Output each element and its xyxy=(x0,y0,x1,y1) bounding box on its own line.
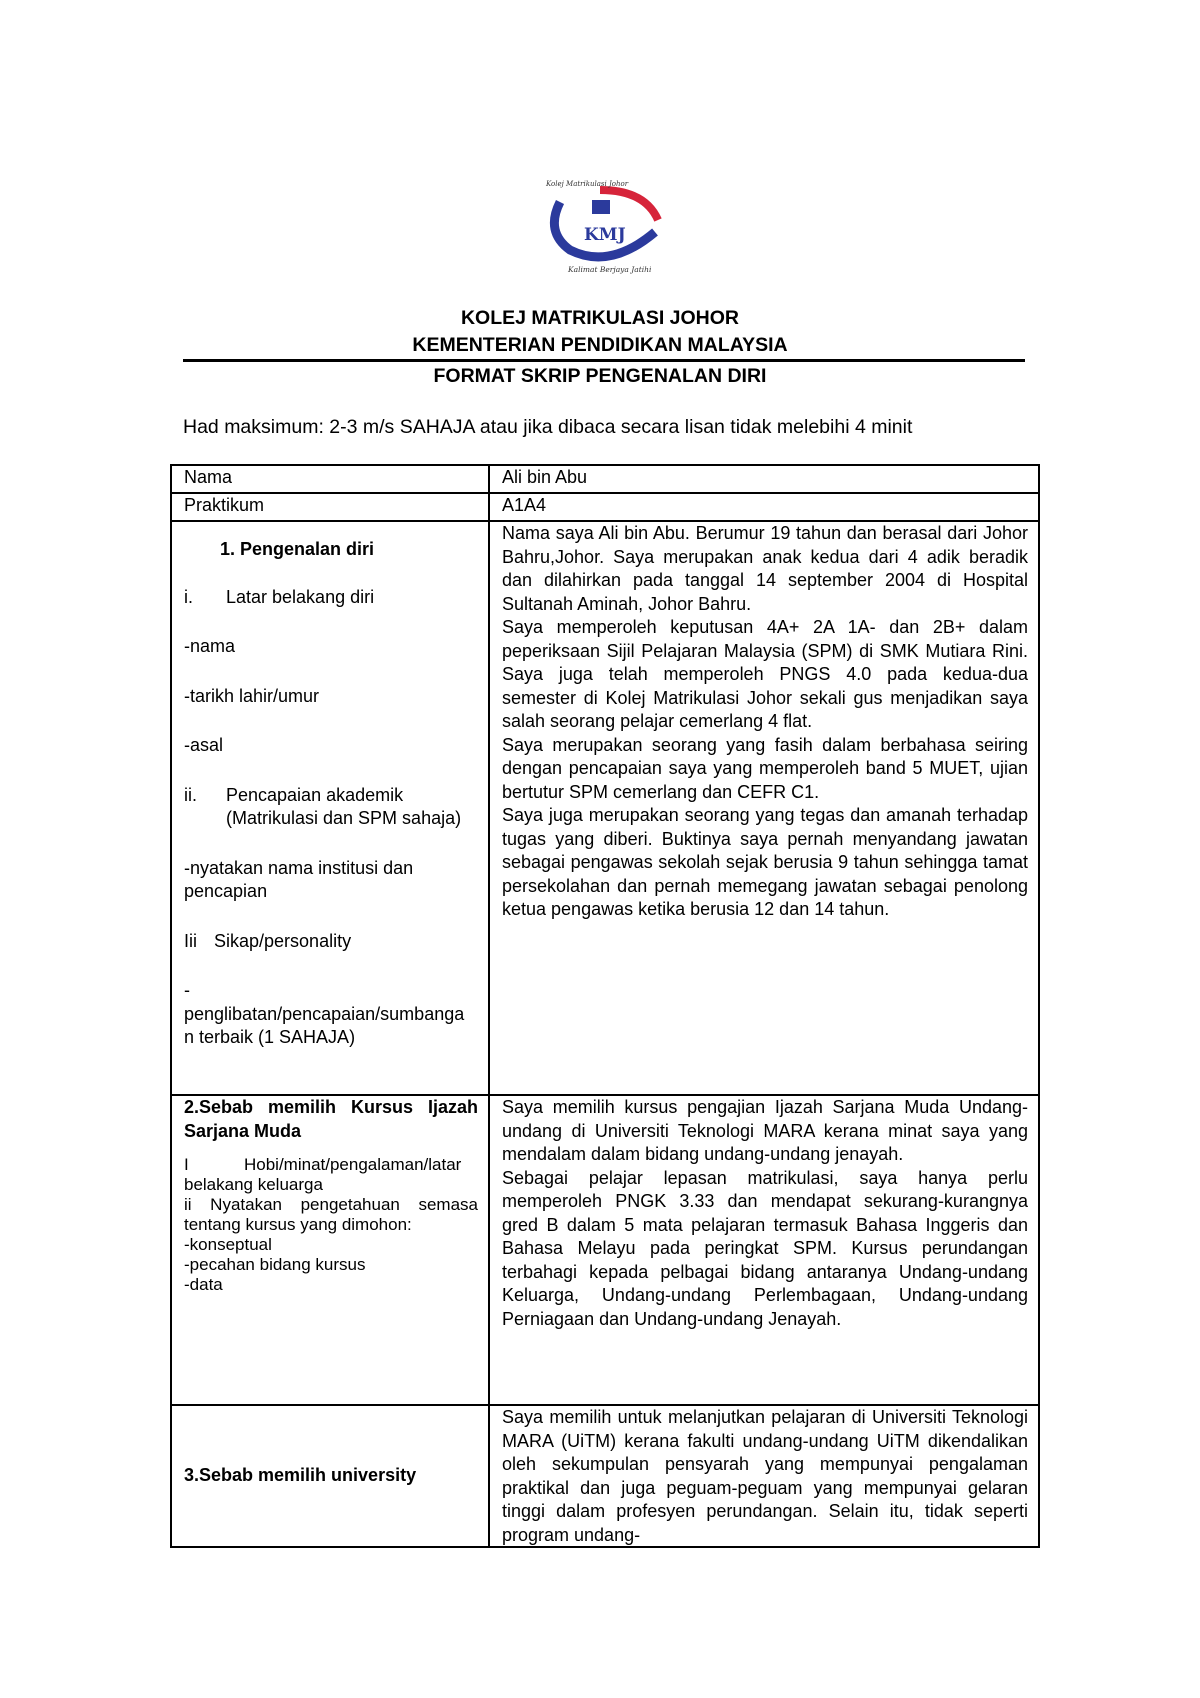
kmj-logo-icon xyxy=(540,172,666,276)
section1-answer-p4: Saya juga merupakan seorang yang tegas dan amanah terhadap tugas yang diberi. Buktinya saya pernah menyandang jawatan sebagai pengawas sekolah sejak berusia 9 tahun sehingga tamat persekolahan dan pernah memegang jawatan sebagai penolong ketua pengawas ketika berusia 12 dan 14 tahun. xyxy=(502,805,1028,919)
table-row-praktikum xyxy=(171,493,1039,521)
section1-item-i: i. Latar belakang diri xyxy=(184,586,375,607)
section1-answer xyxy=(489,521,1039,1095)
section2-answer-p1: Saya memilih kursus pengajian Ijazah Sarjana Muda Undang-undang di Universiti Teknologi MARA kerana minat saya yang mendalam dalam bidang undang-undang jenayah. xyxy=(502,1097,1028,1164)
logo-motto: Kalimat Berjaya Jatihi xyxy=(568,265,652,274)
intro-form-table xyxy=(170,464,1040,1548)
section1-item-asal: -asal xyxy=(184,735,224,755)
section3-title: 3.Sebab memilih university xyxy=(184,1465,417,1486)
name-value: Ali bin Abu xyxy=(489,465,1039,493)
section1-item-penglibatan: penglibatan/pencapaian/sumbanga n terbaik (1 SAHAJA) xyxy=(184,1003,465,1047)
section3-answer xyxy=(489,1405,1039,1547)
college-title: KOLEJ MATRIKULASI JOHOR xyxy=(460,307,740,329)
section3-answer-text: Saya memilih untuk melanjutkan pelajaran di Universiti Teknologi MARA (UiTM) kerana fakulti undang-undang UiTM dikendalikan oleh sekumpulan pensyarah yang mempunyai pengalaman praktikal dan juga peguam-peguam yang mempunyai gelaran tinggi dalam profesyen perundangan. Selain itu, tidak seperti program undang- xyxy=(502,1407,1028,1545)
section1-item-iii: Iii Sikap/personality xyxy=(184,930,352,951)
table-row-section3 xyxy=(171,1405,1039,1547)
section1-answer-p2: Saya memperoleh keputusan 4A+ 2A 1A- dan 2B+ dalam peperiksaan Sijil Pelajaran Malaysia (SPM) di SMK Mutiara Rini. Saya juga telah memperoleh PNGS 4.0 pada kedua-dua semester di Kolej Matrikulasi Johor sekali gus menjadikan saya salah seorang pelajar cemerlang 4 flat. xyxy=(502,617,1028,731)
section3-guide xyxy=(171,1405,489,1547)
form-title: FORMAT SKRIP PENGENALAN DIRI xyxy=(433,365,767,387)
table-row-section1 xyxy=(171,521,1039,1095)
section1-item-dash: - xyxy=(184,980,190,1000)
section1-title: 1. Pengenalan diri xyxy=(220,539,375,559)
logo-book-icon xyxy=(592,200,610,214)
section2-guide-text xyxy=(184,1155,478,1295)
praktikum-label: Praktikum xyxy=(171,493,489,521)
section2-title: 2.Sebab memilih Kursus Ijazah Sarjana Muda xyxy=(184,1097,478,1141)
logo-top-text: Kolej Matrikulasi Johor xyxy=(546,180,629,188)
section2-pecahan: -pecahan bidang kursus xyxy=(184,1255,366,1274)
section1-item-tarikh: -tarikh lahir/umur xyxy=(184,685,320,706)
section1-item-institusi: -nyatakan nama institusi dan pencapian xyxy=(184,857,414,901)
section1-guide xyxy=(171,521,489,1095)
section1-answer-p3: Saya merupakan seorang yang fasih dalam berbahasa seiring dengan pencapaian saya yang memperoleh band 5 MUET, ujian bertutur SPM cemerlang dan CEFR C1. xyxy=(502,734,1028,802)
section1-item-ii: ii. Pencapaian akademik xyxy=(184,784,404,805)
logo-mark: KMJ xyxy=(584,225,626,245)
table-row-name xyxy=(171,465,1039,493)
section2-answer-p2: Sebagai pelajar lepasan matrikulasi, saya hanya perlu memperoleh PNGK 3.33 dan mendapat sekurang-kurangnya gred B dalam 5 mata pelajaran termasuk Bahasa Inggeris dan Bahasa Melayu pada peringkat SPM. Kursus perundangan terbahagi kepada pelbagai bidang antaranya Undang-undang Keluarga, Undang-undang Perlembagaan, Undang-undang Perniagaan dan Undang-undang Jenayah. xyxy=(502,1167,1028,1329)
section2-answer xyxy=(489,1095,1039,1405)
section2-konseptual: -konseptual xyxy=(184,1235,272,1254)
table-row-section2 xyxy=(171,1095,1039,1405)
section2-line1: I Hobi/minat/pengalaman/latar belakang keluarga xyxy=(184,1155,462,1194)
limit-note: Had maksimum: 2-3 m/s SAHAJA atau jika dibaca secara lisan tidak melebihi 4 minit xyxy=(183,416,913,438)
section1-item-ii-sub: (Matrikulasi dan SPM sahaja) xyxy=(226,808,462,828)
section2-data: -data xyxy=(184,1275,223,1294)
ministry-title: KEMENTERIAN PENDIDIKAN MALAYSIA xyxy=(412,334,788,356)
section2-line2: ii Nyatakan pengetahuan semasa tentang kursus yang dimohon: xyxy=(184,1195,478,1234)
section1-item-nama: -nama xyxy=(184,636,236,656)
name-label: Nama xyxy=(171,465,489,493)
header-rule xyxy=(183,359,1025,362)
section1-answer-p1: Nama saya Ali bin Abu. Berumur 19 tahun dan berasal dari Johor Bahru,Johor. Saya merupakan anak kedua dari 4 adik beradik dan dilahirkan pada tanggal 14 september 2004 di Hospital Sultanah Aminah, Johor Bahru. xyxy=(502,523,1028,614)
section2-guide xyxy=(171,1095,489,1405)
praktikum-value: A1A4 xyxy=(489,493,1039,521)
